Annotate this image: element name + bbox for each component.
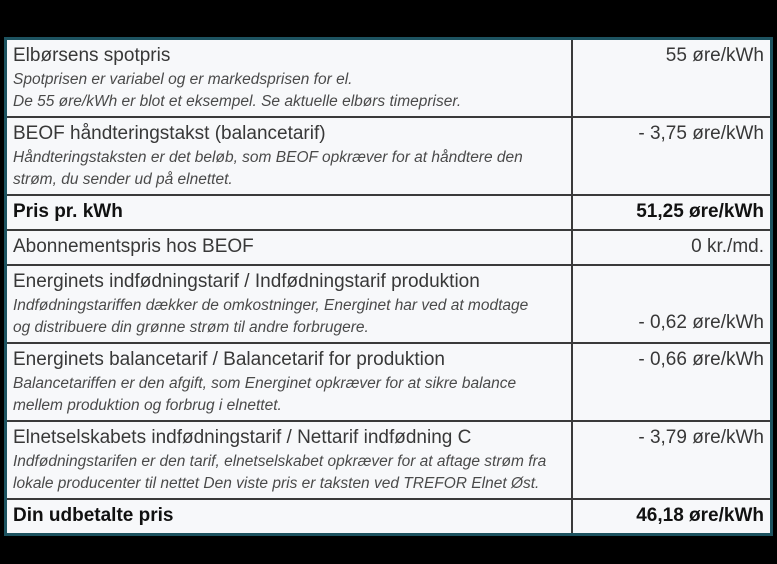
row-description-cell xyxy=(6,39,572,118)
table-row-total xyxy=(6,499,772,535)
row-value: - 0,62 øre/kWh xyxy=(638,312,764,333)
row-value: - 3,79 øre/kWh xyxy=(638,427,764,448)
row-subtitle-line: Indfødningstariffen dækker de omkostninger, Energinet har ved at modtage xyxy=(13,297,529,314)
row-subtitle-line: lokale producenter til nettet Den viste pris er taksten ved TREFOR Elnet Øst. xyxy=(13,474,540,492)
row-description-cell xyxy=(6,230,572,265)
row-title: Energinets indfødningstarif / Indfødningstarif produktion xyxy=(13,271,480,292)
table-row xyxy=(6,343,772,421)
row-subtitle-line: mellem produktion og forbrug i elnettet. xyxy=(13,396,282,414)
row-description-cell xyxy=(6,265,572,343)
row-title: Energinets balancetarif / Balancetarif for produktion xyxy=(13,349,445,370)
table-row-total xyxy=(6,195,772,230)
table-row xyxy=(6,265,772,343)
row-value-cell xyxy=(572,499,772,535)
row-value-cell xyxy=(572,343,772,421)
table-row xyxy=(6,39,772,118)
row-subtitle-line: Spotprisen er variabel og er markedsprisen for el. xyxy=(13,71,353,88)
row-description-cell xyxy=(6,343,572,421)
row-value: 0 kr./md. xyxy=(691,236,764,257)
price-table xyxy=(4,37,773,536)
row-value: - 3,75 øre/kWh xyxy=(638,123,764,144)
row-title: Abonnementspris hos BEOF xyxy=(13,236,254,257)
row-value: 46,18 øre/kWh xyxy=(636,505,764,526)
row-subtitle-line: Indfødningstarifen er den tarif, elnetselskabet opkræver for at aftage strøm fra xyxy=(13,453,547,470)
row-title: Elbørsens spotpris xyxy=(13,45,171,66)
row-value: 55 øre/kWh xyxy=(665,45,764,66)
row-value: - 0,66 øre/kWh xyxy=(638,349,764,370)
table-row xyxy=(6,117,772,195)
row-subtitle-line: og distribuere din grønne strøm til andre forbrugere. xyxy=(13,318,369,336)
table-row xyxy=(6,421,772,499)
row-subtitle-line: Håndteringstaksten er det beløb, som BEOF opkræver for at håndtere den xyxy=(13,149,523,166)
row-value-cell xyxy=(572,39,772,118)
row-value: 51,25 øre/kWh xyxy=(636,201,764,222)
row-subtitle-line: Balancetariffen er den afgift, som Energinet opkræver for at sikre balance xyxy=(13,375,517,392)
row-description-cell xyxy=(6,421,572,499)
row-title: Pris pr. kWh xyxy=(13,201,123,222)
row-subtitle-line: De 55 øre/kWh er blot et eksempel. Se aktuelle elbørs timepriser. xyxy=(13,92,462,110)
table-row xyxy=(6,230,772,265)
row-value-cell xyxy=(572,265,772,343)
row-value-cell xyxy=(572,195,772,230)
row-description-cell xyxy=(6,499,572,535)
row-title: BEOF håndteringstakst (balancetarif) xyxy=(13,123,326,144)
row-description-cell xyxy=(6,117,572,195)
row-value-cell xyxy=(572,230,772,265)
row-subtitle-line: strøm, du sender ud på elnettet. xyxy=(13,170,233,188)
row-title: Din udbetalte pris xyxy=(13,505,174,526)
row-title: Elnetselskabets indfødningstarif / Nettarif indfødning C xyxy=(13,427,472,448)
row-value-cell xyxy=(572,117,772,195)
row-value-cell xyxy=(572,421,772,499)
row-description-cell xyxy=(6,195,572,230)
